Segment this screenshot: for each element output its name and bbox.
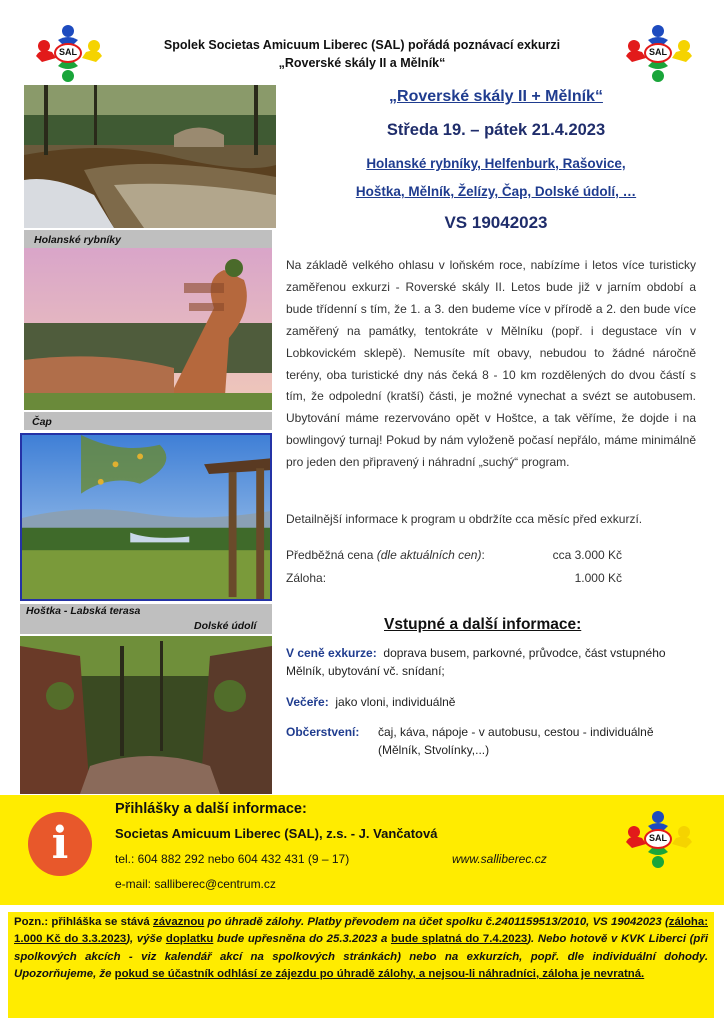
price-label: Předběžná cena <box>286 548 374 562</box>
price-note: (dle aktuálních cen) <box>376 548 482 562</box>
included-value: doprava busem, parkovné, průvodce, část vstupného Mělník, ubytování vč. snídaní; <box>286 646 666 678</box>
event-variable-symbol: VS 19042023 <box>444 213 548 232</box>
refresh-value-line1: čaj, káva, nápoje - v autobusu, cestou - individuálně <box>378 725 654 739</box>
note-text-1: Pozn.: přihláška se stává <box>14 916 153 928</box>
header-event-name: „Roverské skály II a Mělník“ <box>278 56 446 70</box>
sal-logo-text: SAL <box>59 47 77 57</box>
note-underline-4: bude splatná do 7.4.2023 <box>390 933 528 946</box>
payment-note <box>8 912 714 1018</box>
photo-caption-4: Dolské údolí <box>194 620 257 632</box>
info-refreshments <box>286 723 704 757</box>
footer-title: Přihlášky a další informace: <box>115 801 307 817</box>
dinner-label: Večeře: <box>286 695 329 709</box>
footer-email-link[interactable]: e-mail: salliberec@centrum.cz <box>115 877 276 891</box>
dinner-value: jako vloni, individuálně <box>335 695 456 709</box>
detail-info-note: Detailnější informace k program u obdržíte cca měsíc před exkurzí. <box>286 512 643 526</box>
photo-caption-3: Hoštka - Labská terasa <box>26 605 141 617</box>
note-underline-2: záloha: 1.000 Kč do 3.3.2023 <box>14 916 708 946</box>
event-places-line1: Holanské rybníky, Helfenburk, Rašovice, <box>366 156 626 171</box>
footer-band <box>0 795 724 905</box>
sal-logo-right <box>622 22 694 82</box>
refresh-value <box>378 723 704 759</box>
refresh-label: Občerstvení: <box>286 725 360 739</box>
event-dates: Středa 19. – pátek 21.4.2023 <box>386 121 606 139</box>
sal-logo-footer <box>622 808 694 868</box>
note-underline-5: pokud se účastník odhlásí ze zájezdu po úhradě zálohy, a nejsou-li náhradníci, záloha je nevratná. <box>114 967 645 980</box>
note-underline-1: závaznou <box>153 916 205 928</box>
info-included <box>286 644 704 680</box>
photo-caption-2: Čap <box>32 416 52 428</box>
included-label: V ceně exkurze: <box>286 646 377 660</box>
note-text-4: bude upřesněna do 25.3.2023 a <box>213 933 391 946</box>
caption-bar-2 <box>24 412 272 430</box>
footer-website-link[interactable]: www.salliberec.cz <box>452 852 547 866</box>
deposit-label: Záloha: <box>286 571 327 585</box>
note-text-5: ). Nebo hotově v KVK Liberci (při spolkových akcích - viz kalendář akcí na spolkových stránkách) nebo na exkurzích, popř. dle individuální dohody. Upozorňujeme, že <box>14 933 708 980</box>
sal-logo-left <box>32 22 104 82</box>
sal-logo-text: SAL <box>649 47 667 57</box>
info-icon: i <box>28 812 92 876</box>
photo-hostka <box>20 433 272 601</box>
note-text-3: ), výše <box>126 933 166 946</box>
header-organizer-line: Spolek Societas Amicuum Liberec (SAL) pořádá poznávací exkurzi <box>163 38 561 52</box>
info-dinner <box>286 693 704 711</box>
info-heading: Vstupné a další informace: <box>384 616 582 633</box>
photo-cap <box>24 248 272 410</box>
footer-organization: Societas Amicuum Liberec (SAL), z.s. - J. Vančatová <box>115 826 438 841</box>
price-colon: : <box>481 548 485 562</box>
note-text-2: po úhradě zálohy. Platby převodem na účet spolku č.2401159513/2010, VS 19042023 ( <box>204 916 669 928</box>
event-places-line2: Hoštka, Mělník, Želízy, Čap, Dolské údolí, … <box>355 184 637 199</box>
photo-caption-1: Holanské rybníky <box>34 234 121 246</box>
event-description: Na základě velkého ohlasu v loňském roce, nabízíme i letos více turisticky zaměřenou exkurzi - Roverské skály II. Letos bude již v jarním období a bude třídenní s tím, že 1. a 3. den budeme více v přírodě a 2. den bude více zaměřený na památky, tentokráte v Mělníku (popř. i degustace vín v Lobkovickém sklepě). Nemusíte mít obavy, nebudou to žádné náročně terény, oba turistické dny nás čeká 8 - 10 km rozdělených do dvou částí s tím, že odpolední (kratší) části, je možné vynechat a svézt se autobusem. Ubytování máme rezervováno opět v Hoštce, a tak věříme, že dojde i na bowlingový turnaj! Pokud by nám vyloženě počasí nepřálo, máme minimálně pro jeden den připravený i náhradní „suchý“ program. <box>286 258 696 470</box>
refresh-value-line2: (Mělník, Stvolínky,...) <box>378 743 490 757</box>
deposit-value: 1.000 Kč <box>574 571 622 585</box>
note-underline-3: doplatku <box>165 933 214 946</box>
photo-holanske-rybniky <box>24 85 276 228</box>
event-title: „Roverské skály II + Mělník“ <box>389 88 603 105</box>
sal-logo-text: SAL <box>649 833 667 843</box>
price-value: cca 3.000 Kč <box>552 548 622 562</box>
price-label-group <box>286 548 485 562</box>
footer-phone[interactable]: tel.: 604 882 292 nebo 604 432 431 (9 – 17) <box>115 852 350 866</box>
photo-dolske-udoli <box>20 636 272 794</box>
